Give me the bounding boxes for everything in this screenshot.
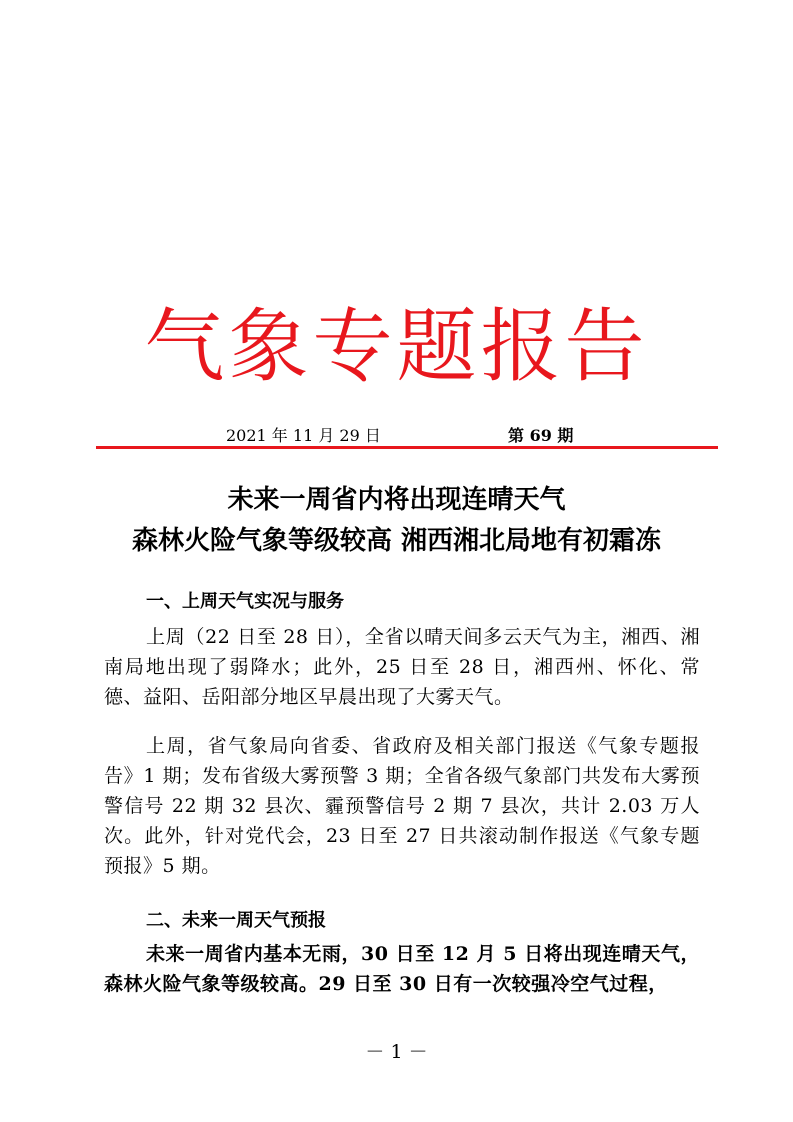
section-heading-forecast: 二、未来一周天气预报 (146, 910, 326, 931)
issue-line (0, 424, 793, 448)
report-title-line-1: 未来一周省内将出现连晴天气 (227, 485, 566, 515)
paragraph-weather-summary: 上周（22 日至 28 日），全省以晴天间多云天气为主，湘西、湘南局地出现了弱降水；此外，25 日至 28 日，湘西州、怀化、常德、益阳、岳阳部分地区早晨出现了大雾天气。 (104, 626, 700, 708)
paragraph-service-summary: 上周，省气象局向省委、省政府及相关部门报送《气象专题报告》1 期；发布省级大雾预警 3 期；全省各级气象部门共发布大雾预警信号 22 期 32 县次、霾预警信号 2 期 7 县次，共计 2.03 万人次。此外，针对党代会，23 日至 27 日共滚动制作报送《气象专题预报》5 期。 (104, 735, 700, 877)
red-divider (96, 446, 718, 449)
section-heading-last-week: 一、上周天气实况与服务 (146, 591, 344, 612)
report-title-line-2: 森林火险气象等级较高 湘西湘北局地有初霜冻 (131, 526, 662, 556)
paragraph-forecast: 未来一周省内基本无雨，30 日至 12 月 5 日将出现连晴天气，森林火险气象等级较高。29 日至 30 日有一次较强冷空气过程， (104, 943, 700, 995)
issue-number: 第 69 期 (508, 426, 574, 445)
page-number: － 1 － (365, 1041, 428, 1063)
masthead-title: 气象专题报告 (144, 300, 649, 393)
issue-date: 2021 年 11 月 29 日 (226, 426, 381, 445)
